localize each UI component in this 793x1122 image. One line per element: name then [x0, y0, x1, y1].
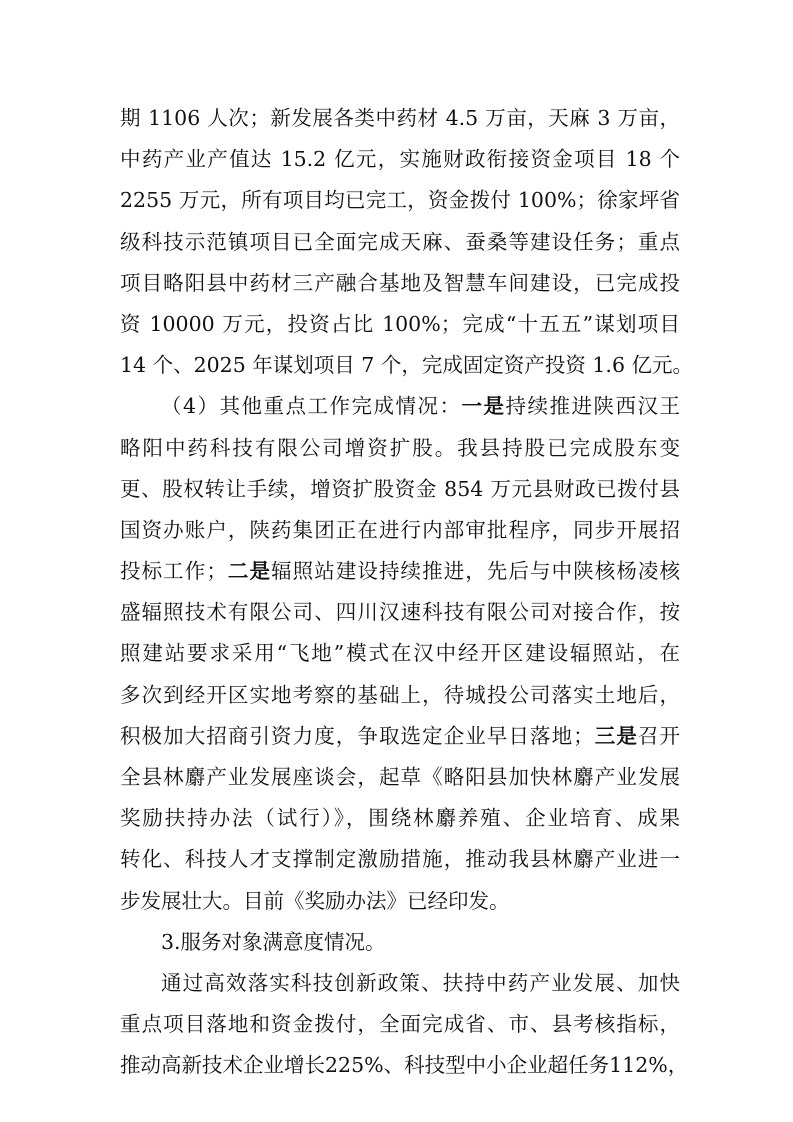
- text-line: 资 10000 万元，投资占比 100%；完成“十五五”谋划项目: [120, 311, 680, 336]
- text-line: 期 1106 人次；新发展各类中药材 4.5 万亩，天麻 3 万亩，: [120, 106, 680, 130]
- ordinal-first: 一是: [461, 394, 506, 419]
- text-line: 14 个、2025 年谋划项目 7 个，完成固定资产投资 1.6 亿元。: [120, 353, 693, 378]
- text-line: 级科技示范镇项目已全面完成天麻、蚕桑等建设任务；重点: [120, 229, 680, 254]
- text-line: 2255 万元，所有项目均已完工，资金拨付 100%；徐家坪省: [120, 188, 680, 213]
- text-span: 辐照站建设持续推进，先后与中陕核杨凌核: [271, 559, 681, 584]
- text-line: 照建站要求采用“飞地”模式在汉中经开区建设辐照站，在: [120, 641, 680, 666]
- text-line: 中药产业产值达 15.2 亿元，实施财政衔接资金项目 18 个: [120, 147, 680, 172]
- text-span: 持续推进陕西汉王: [505, 394, 681, 419]
- text-line: 推动高新技术企业增长225%、科技型中小企业超任务112%，: [120, 1053, 689, 1078]
- text-line: 国资办账户，陕药集团正在进行内部审批程序，同步开展招: [120, 517, 680, 542]
- ordinal-second: 二是: [226, 559, 272, 584]
- text-span: 召开: [637, 723, 681, 748]
- section-heading: 3.服务对象满意度情况。: [161, 929, 386, 954]
- text-line: 奖励扶持办法（试行）》，围绕林麝养殖、企业培育、成果: [120, 806, 680, 831]
- text-line: 通过高效落实科技创新政策、扶持中药产业发展、加快: [161, 970, 680, 995]
- text-line: 盛辐照技术有限公司、四川汉速科技有限公司对接合作，按: [120, 600, 680, 625]
- paragraph-other-key-work: [120, 386, 680, 921]
- ordinal-third: 三是: [593, 723, 638, 748]
- text-line: 转化、科技人才支撑制定激励措施，推动我县林麝产业进一: [120, 847, 680, 872]
- text-line: [120, 551, 680, 592]
- text-span: 投标工作；: [120, 559, 227, 584]
- text-line: 重点项目落地和资金拨付，全面完成省、市、县考核指标，: [120, 1012, 680, 1037]
- text-line: [120, 716, 680, 757]
- paragraph-satisfaction: [120, 963, 689, 1087]
- paragraph-project-progress: [120, 98, 693, 386]
- text-line: [120, 386, 680, 427]
- text-line: 步发展壮大。目前《奖励办法》已经印发。: [120, 888, 510, 913]
- text-line: 更、股权转让手续，增资扩股资金 854 万元县财政已拨付县: [120, 476, 680, 501]
- text-span: 积极加大招商引资力度，争取选定企业早日落地；: [120, 723, 594, 748]
- section-label: （4）其他重点工作完成情况：: [161, 394, 462, 419]
- text-line: 项目略阳县中药材三产融合基地及智慧车间建设，已完成投: [120, 270, 680, 295]
- document-body: [120, 98, 693, 1087]
- text-line: 多次到经开区实地考察的基础上，待城投公司落实土地后，: [120, 682, 680, 707]
- text-line: 全县林麝产业发展座谈会，起草《略阳县加快林麝产业发展: [120, 765, 680, 789]
- text-line: 略阳中药科技有限公司增资扩股。我县持股已完成股东变: [120, 435, 680, 460]
